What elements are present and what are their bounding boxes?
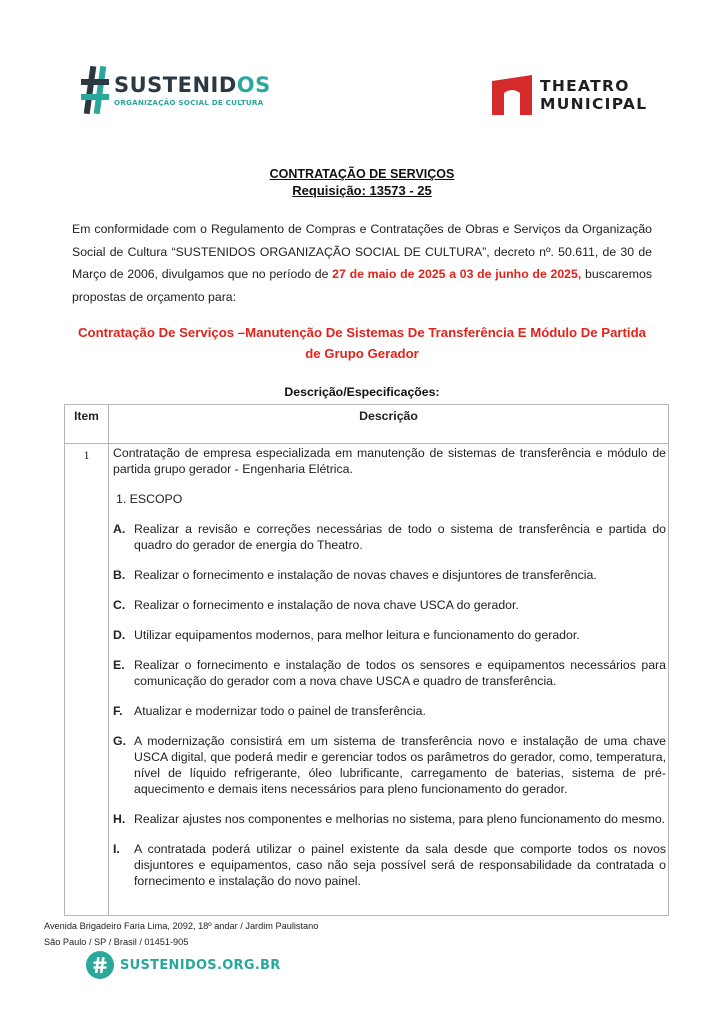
- footer-address: [44, 918, 318, 950]
- document-title: CONTRATAÇÃO DE SERVIÇOS: [269, 167, 455, 181]
- list-item: C. Realizar o fornecimento e instalação de nova chave USCA do gerador.: [113, 598, 519, 612]
- service-subject: Contratação De Serviços –Manutenção De Sistemas De Transferência E Módulo De Partida de Grupo Gerador: [78, 325, 646, 361]
- intro-text-end: buscaremos propostas de orçamento para:: [72, 267, 652, 304]
- website-link[interactable]: SUSTENIDOS.ORG.BR: [120, 957, 281, 973]
- hash-icon: [80, 64, 110, 116]
- logo-line1: THEATRO: [540, 77, 630, 95]
- list-item: F. Atualizar e modernizar todo o painel de transferência.: [113, 704, 426, 718]
- row-intro: Contratação de empresa especializada em manutenção de sistemas de transferência e módulo de partida grupo gerador - Engenharia Elétrica.: [113, 446, 666, 476]
- section-heading: 1. ESCOPO: [116, 492, 183, 506]
- intro-text: Em conformidade com o Regulamento de Compras e Contratações de Obras e Serviços da Organização Social de Cultura “SUSTENIDOS ORGANIZAÇÃO SOCIAL DE CULTURA”, decreto nº. 50.611, de 30 de Março de 2006, divulgamos que no período de: [72, 222, 652, 281]
- table-divider: [65, 443, 668, 444]
- list-item: B. Realizar o fornecimento e instalação de novas chaves e disjuntores de transferência.: [113, 568, 597, 582]
- spec-heading: Descrição/Especificações:: [284, 385, 440, 399]
- theatro-municipal-logo: [490, 73, 647, 117]
- list-item: I. A contratada poderá utilizar o painel existente da sala desde que comporte todos os novos disjuntores e equipamentos, caso não seja possível será de responsabilidade da contratada o fornecimento e instalação do novo painel.: [113, 842, 666, 888]
- list-item: D. Utilizar equipamentos modernos, para melhor leitura e funcionamento do gerador.: [113, 628, 580, 642]
- logo-wordmark: SUSTENIDOS: [114, 72, 271, 97]
- footer-website[interactable]: [86, 951, 281, 979]
- intro-paragraph: [72, 218, 652, 308]
- requisition-number: Requisição: 13573 - 25: [292, 183, 432, 198]
- logo-subtitle: ORGANIZAÇÃO SOCIAL DE CULTURA: [114, 97, 264, 107]
- list-item: A. Realizar a revisão e correções necessárias de todo o sistema de transferência e partida do quadro do gerador de energia do Theatro.: [113, 522, 666, 552]
- spec-table: [64, 404, 669, 916]
- item-number: 1: [83, 448, 90, 462]
- header-description: Descrição: [359, 409, 418, 423]
- table-row: [113, 445, 666, 903]
- hash-circle-icon: [86, 951, 114, 979]
- theatro-arch-icon: [490, 73, 534, 117]
- address-line-2: São Paulo / SP / Brasil / 01451-905: [44, 937, 189, 947]
- logo-line2: MUNICIPAL: [540, 95, 648, 113]
- intro-period: 27 de maio de 2025 a 03 de junho de 2025,: [332, 267, 582, 281]
- list-item: G. A modernização consistirá em um sistema de transferência novo e instalação de uma chave USCA digital, que poderá medir e gerenciar todos os parâmetros do gerador, como, temperatura, nível de líquido refrigerante, óleo lubrificante, carregamento de baterias, sistema de pré-aquecimento e demais itens necessários para pleno funcionamento do gerador.: [113, 734, 666, 796]
- address-line-1: Avenida Brigadeiro Faria Lima, 2092, 18º andar / Jardim Paulistano: [44, 921, 319, 931]
- list-item: H. Realizar ajustes nos componentes e melhorias no sistema, para pleno funcionamento do mesmo.: [113, 812, 666, 826]
- sustenidos-logo: [80, 64, 271, 116]
- list-item: E. Realizar o fornecimento e instalação de todos os sensores e equipamentos necessários para comunicação do gerador com a nova chave USCA e quadro de transferência.: [113, 658, 666, 688]
- table-divider: [108, 405, 109, 915]
- header-item: Item: [74, 409, 99, 423]
